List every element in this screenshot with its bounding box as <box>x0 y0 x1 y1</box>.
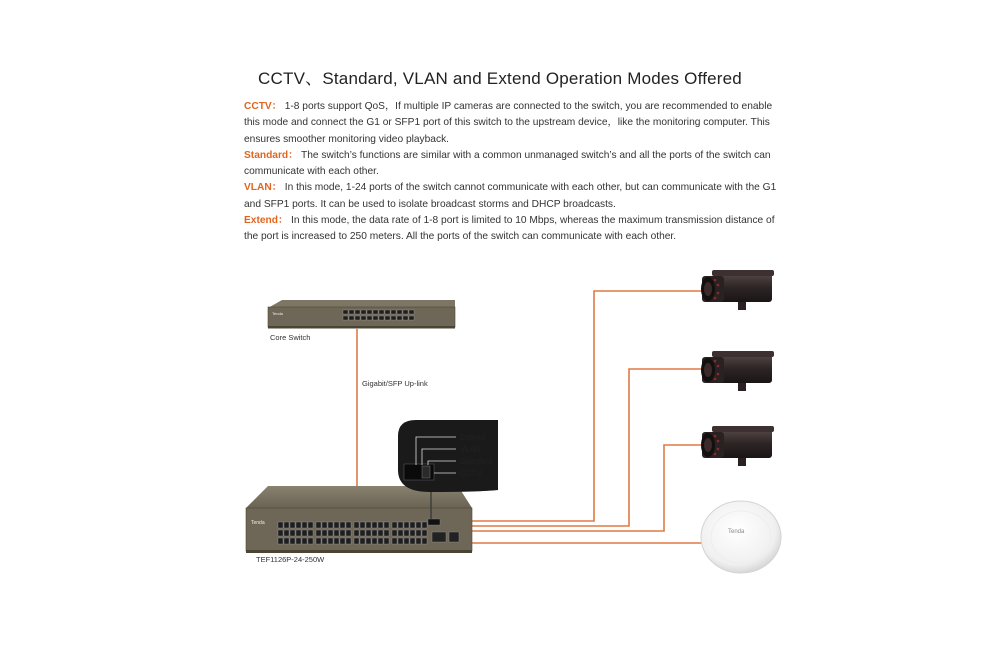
ethernet-port <box>278 522 283 528</box>
mode-text: The switch’s functions are similar with a common unmanaged switch’s and all the ports of the switch can communicate with each other. <box>244 149 771 178</box>
ethernet-port <box>302 538 307 544</box>
mode-text: In this mode, 1-24 ports of the switch cannot communicate with each other, but can communicate with the G1 and SFP1 ports. It can be used to isolate broadcast storms and DHCP broadcasts. <box>244 182 777 210</box>
ethernet-port <box>278 538 283 544</box>
ethernet-port <box>360 530 365 536</box>
mode-name: CCTV： <box>244 101 282 112</box>
ethernet-port <box>322 530 327 536</box>
ethernet-port <box>422 538 427 544</box>
ethernet-port <box>360 538 365 544</box>
ethernet-port <box>404 538 409 544</box>
ethernet-port <box>316 538 321 544</box>
ethernet-port <box>355 316 360 320</box>
ip-camera <box>701 270 774 310</box>
ethernet-port <box>372 522 377 528</box>
ethernet-port <box>284 522 289 528</box>
selector-option-vlan: VLAN <box>460 445 481 454</box>
ethernet-port <box>360 522 365 528</box>
ethernet-port <box>398 538 403 544</box>
ethernet-port <box>296 538 301 544</box>
mode-text: 1-8 ports support QoS，If multiple IP cameras are connected to the switch, you are recommended to enable this mode and connect the G1 or SFP1 port of this switch to the upstream device，like the monitoring computer. This ensures smoother monitoring video playback. <box>244 101 773 145</box>
ethernet-port <box>346 522 351 528</box>
ethernet-port <box>372 538 377 544</box>
access-point <box>701 501 781 573</box>
ethernet-port <box>284 530 289 536</box>
ethernet-port <box>385 310 390 314</box>
ethernet-port <box>379 310 384 314</box>
ethernet-port <box>349 316 354 320</box>
ethernet-port <box>367 316 372 320</box>
ethernet-port <box>366 538 371 544</box>
ethernet-port <box>384 538 389 544</box>
mode-name: Standard： <box>244 149 299 161</box>
main-switch-label: TEF1126P-24-250W <box>256 555 325 564</box>
page-title: CCTV、Standard, VLAN and Extend Operation Modes Offered <box>258 69 742 88</box>
ethernet-port <box>373 310 378 314</box>
ethernet-port <box>361 310 366 314</box>
selector-option-extend: Extend <box>460 433 485 442</box>
core-switch-label: Core Switch <box>270 333 311 342</box>
selector-option-cctv: CCTV <box>460 469 482 478</box>
ethernet-port <box>409 316 414 320</box>
ethernet-port <box>302 530 307 536</box>
ethernet-port <box>372 530 377 536</box>
ethernet-port <box>355 310 360 314</box>
ethernet-port <box>334 530 339 536</box>
ethernet-port <box>334 538 339 544</box>
svg-text:Tenda: Tenda <box>272 311 283 316</box>
ip-camera <box>701 426 774 466</box>
ethernet-port <box>378 522 383 528</box>
ethernet-port <box>316 530 321 536</box>
ethernet-port <box>343 316 348 320</box>
ethernet-port <box>349 310 354 314</box>
ethernet-port <box>340 530 345 536</box>
ethernet-port <box>397 316 402 320</box>
ethernet-port <box>373 316 378 320</box>
ethernet-port <box>308 522 313 528</box>
ethernet-port <box>302 522 307 528</box>
link-camera-3 <box>470 445 702 531</box>
mode-name: VLAN： <box>244 182 282 194</box>
ethernet-port <box>391 310 396 314</box>
ethernet-port <box>290 538 295 544</box>
ethernet-port <box>322 522 327 528</box>
ethernet-port <box>354 530 359 536</box>
ethernet-port <box>328 538 333 544</box>
ethernet-port <box>367 310 372 314</box>
ethernet-port <box>340 522 345 528</box>
ethernet-port <box>409 310 414 314</box>
svg-text:Tenda: Tenda <box>251 520 265 526</box>
ethernet-port <box>378 530 383 536</box>
uplink-label: Gigabit/SFP Up-link <box>362 379 428 388</box>
ethernet-port <box>308 538 313 544</box>
ethernet-port <box>290 522 295 528</box>
mode-text: In this mode, the data rate of 1-8 port is limited to 10 Mbps, whereas the maximum transmission distance of the port is increased to 250 meters. All the ports of the switch can communicate with each other. <box>244 215 775 243</box>
ethernet-port <box>416 522 421 528</box>
link-camera-2 <box>470 369 702 526</box>
ethernet-port <box>384 530 389 536</box>
ethernet-port <box>410 530 415 536</box>
ethernet-port <box>290 530 295 536</box>
core-switch <box>268 300 455 329</box>
ethernet-port <box>422 530 427 536</box>
ethernet-port <box>354 538 359 544</box>
link-camera-1 <box>470 291 702 521</box>
svg-text:Tenda: Tenda <box>728 529 745 535</box>
ethernet-port <box>334 522 339 528</box>
ethernet-port <box>366 522 371 528</box>
ethernet-port <box>361 316 366 320</box>
ethernet-port <box>392 538 397 544</box>
ethernet-port <box>316 522 321 528</box>
ethernet-port <box>392 530 397 536</box>
ethernet-port <box>422 522 427 528</box>
ethernet-port <box>354 522 359 528</box>
ethernet-port <box>391 316 396 320</box>
ethernet-port <box>366 530 371 536</box>
ethernet-port <box>403 316 408 320</box>
ethernet-port <box>284 538 289 544</box>
ethernet-port <box>384 522 389 528</box>
ethernet-port <box>416 530 421 536</box>
mode-name: Extend： <box>244 215 289 227</box>
ethernet-port <box>296 522 301 528</box>
ethernet-port <box>410 522 415 528</box>
ethernet-port <box>340 538 345 544</box>
ip-camera <box>701 351 774 391</box>
ethernet-port <box>308 530 313 536</box>
ethernet-port <box>328 530 333 536</box>
ethernet-port <box>398 530 403 536</box>
selector-option-standard: Standard <box>460 457 493 466</box>
ethernet-port <box>398 522 403 528</box>
ethernet-port <box>346 538 351 544</box>
ethernet-port <box>343 310 348 314</box>
ethernet-port <box>392 522 397 528</box>
ethernet-port <box>379 316 384 320</box>
ethernet-port <box>397 310 402 314</box>
ethernet-port <box>385 316 390 320</box>
ethernet-port <box>404 522 409 528</box>
ethernet-port <box>346 530 351 536</box>
ethernet-port <box>296 530 301 536</box>
ethernet-port <box>416 538 421 544</box>
ethernet-port <box>410 538 415 544</box>
ethernet-port <box>403 310 408 314</box>
ethernet-port <box>404 530 409 536</box>
main-switch <box>246 486 472 553</box>
ethernet-port <box>322 538 327 544</box>
ethernet-port <box>278 530 283 536</box>
ethernet-port <box>328 522 333 528</box>
ethernet-port <box>378 538 383 544</box>
